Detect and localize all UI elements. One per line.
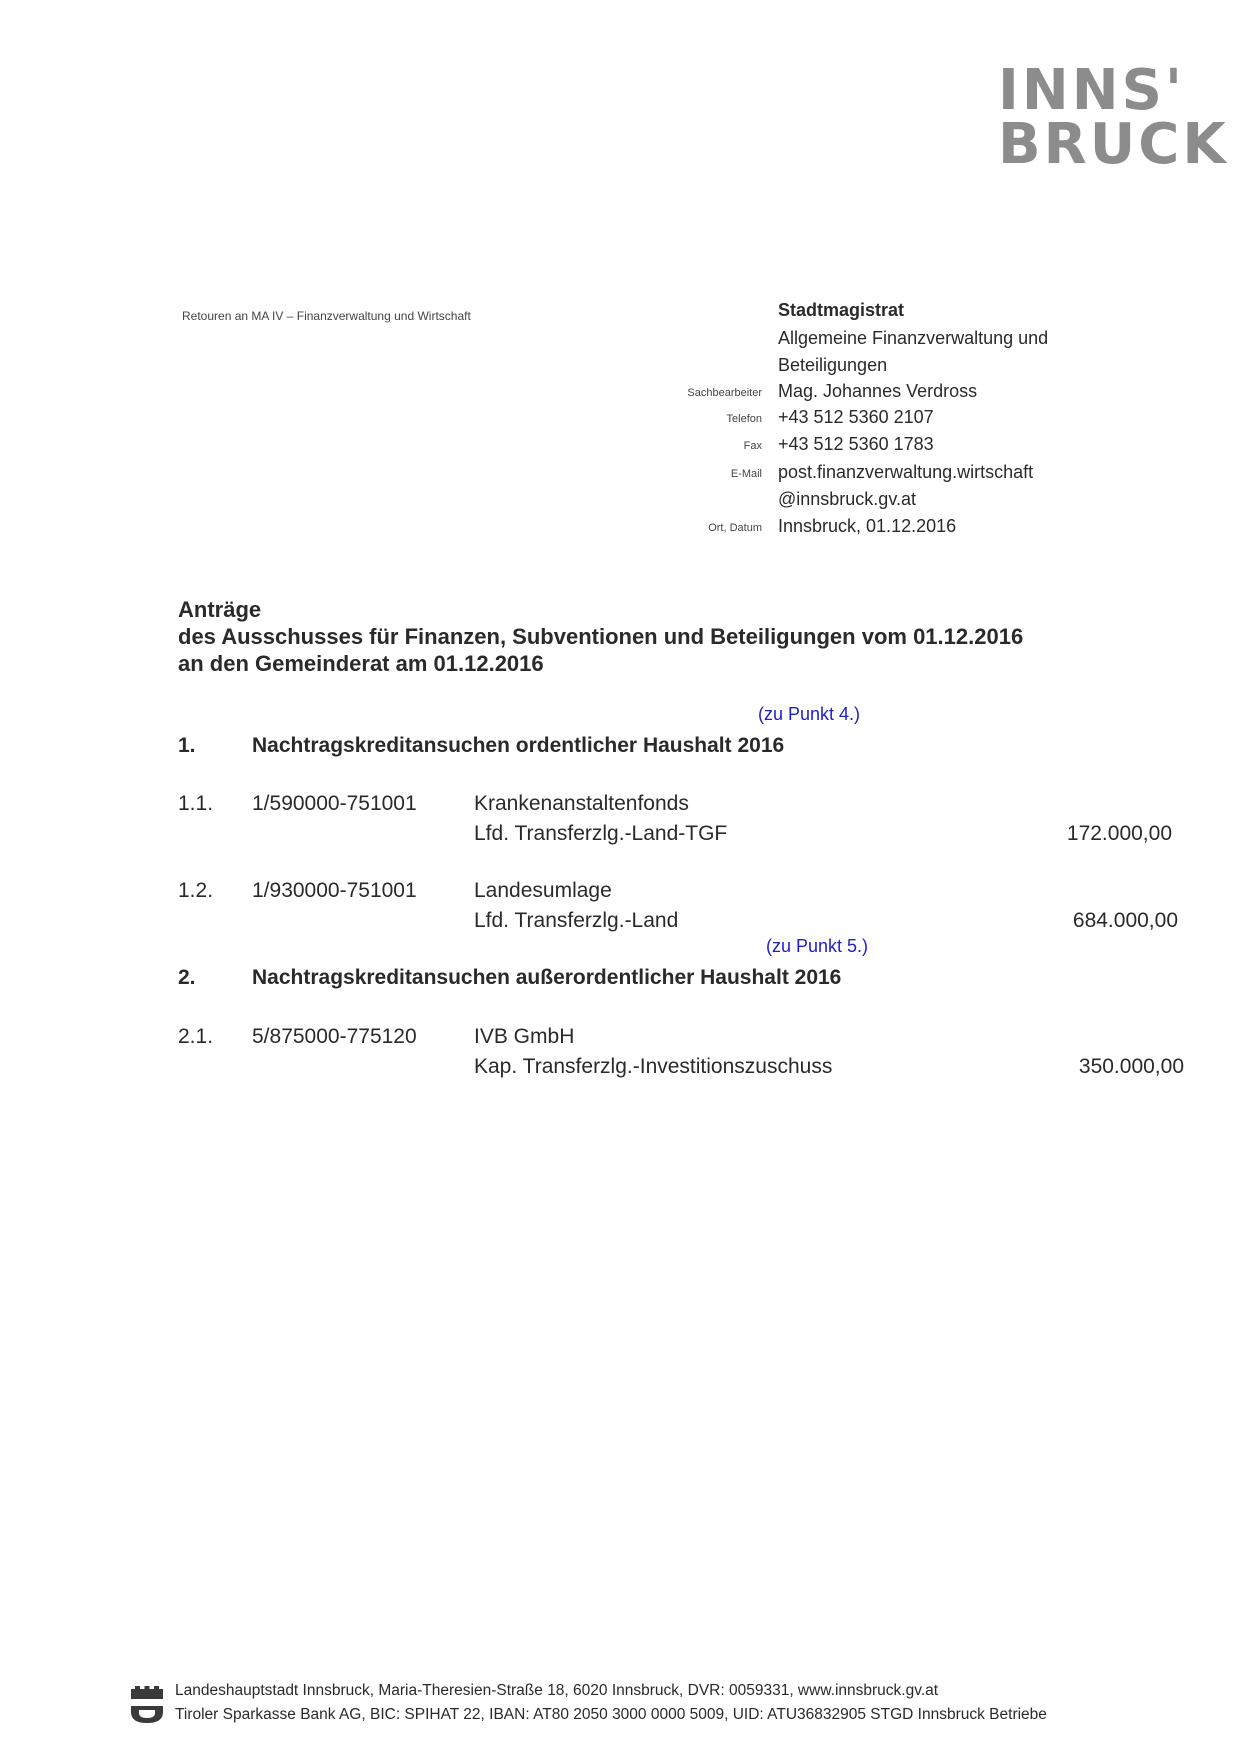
return-address: Retouren an MA IV – Finanzverwaltung und Wirtschaft: [182, 309, 471, 323]
section-title: Nachtragskreditansuchen ordentlicher Haushalt 2016: [252, 734, 785, 757]
sender-field-row: [620, 407, 1120, 433]
note-punkt-4: (zu Punkt 4.): [758, 704, 861, 724]
sender-field-value: Innsbruck, 01.12.2016: [778, 516, 957, 536]
sender-field-row: [620, 462, 1120, 488]
item-name: IVB GmbH: [474, 1025, 575, 1048]
sender-field-row: [620, 516, 1120, 542]
item-account: 1/930000-751001: [252, 879, 417, 902]
sender-field-value: +43 512 5360 2107: [778, 407, 934, 427]
title-line-1: Anträge: [178, 597, 262, 622]
sender-department-line-2: Beteiligungen: [778, 355, 888, 375]
item-number: 2.1.: [178, 1025, 214, 1048]
sender-field-value: Mag. Johannes Verdross: [778, 381, 978, 401]
item-number: 1.2.: [178, 879, 214, 902]
section-title: Nachtragskreditansuchen außerordentlicher Haushalt 2016: [252, 966, 842, 989]
sender-department-row-2: [620, 355, 1120, 381]
item-description: Lfd. Transferzlg.-Land: [474, 909, 679, 932]
item-name: Landesumlage: [474, 879, 612, 902]
sender-field-row: [620, 434, 1120, 460]
sender-field-label: Sachbearbeiter: [687, 387, 762, 399]
item-amount: 350.000,00: [1078, 1055, 1184, 1078]
sender-field-value: @innsbruck.gv.at: [778, 489, 916, 509]
document-title: [178, 596, 1023, 677]
section-number: 2.: [178, 966, 196, 989]
item-description: Lfd. Transferzlg.-Land-TGF: [474, 822, 728, 845]
sender-field-label: Telefon: [726, 413, 762, 425]
item-account: 5/875000-775120: [252, 1025, 417, 1048]
item-number: 1.1.: [178, 792, 214, 815]
item-amount: 684.000,00: [1072, 909, 1178, 932]
innsbruck-logo: [998, 58, 1229, 177]
sender-field-value: +43 512 5360 1783: [778, 434, 934, 454]
sender-department-row-1: [620, 328, 1120, 354]
city-crest-icon: [130, 1686, 164, 1724]
sender-field-row: [620, 489, 1120, 515]
item-description: Kap. Transferzlg.-Investitionszuschuss: [474, 1055, 833, 1078]
item-amount: 172.000,00: [1066, 822, 1172, 845]
sender-department-line-1: Allgemeine Finanzverwaltung und: [778, 328, 1049, 348]
item-account: 1/590000-751001: [252, 792, 417, 815]
note-punkt-5: (zu Punkt 5.): [766, 936, 869, 956]
logo-line-2: BRUCK: [998, 112, 1229, 177]
footer-line-2: Tiroler Sparkasse Bank AG, BIC: SPIHAT 22, IBAN: AT80 2050 3000 0000 5009, UID: ATU36832905 STGD Innsbruck Betriebe: [175, 1706, 1047, 1723]
logo-line-1: INNS': [998, 58, 1186, 123]
footer: [130, 1680, 1140, 1740]
title-line-2: des Ausschusses für Finanzen, Subventionen und Beteiligungen vom 01.12.2016: [178, 624, 1024, 649]
sender-field-label: Ort, Datum: [708, 522, 762, 534]
sender-field-label: Fax: [743, 440, 762, 452]
section-number: 1.: [178, 734, 196, 757]
footer-line-1: Landeshauptstadt Innsbruck, Maria-Theresien-Straße 18, 6020 Innsbruck, DVR: 0059331, www.innsbruck.gv.at: [175, 1682, 939, 1699]
sender-field-value: post.finanzverwaltung.wirtschaft: [778, 462, 1034, 482]
item-name: Krankenanstaltenfonds: [474, 792, 689, 815]
sender-field-row: [620, 381, 1120, 407]
title-line-3: an den Gemeinderat am 01.12.2016: [178, 651, 544, 676]
sender-field-label: E-Mail: [730, 468, 762, 480]
sender-organization: Stadtmagistrat: [778, 300, 905, 320]
